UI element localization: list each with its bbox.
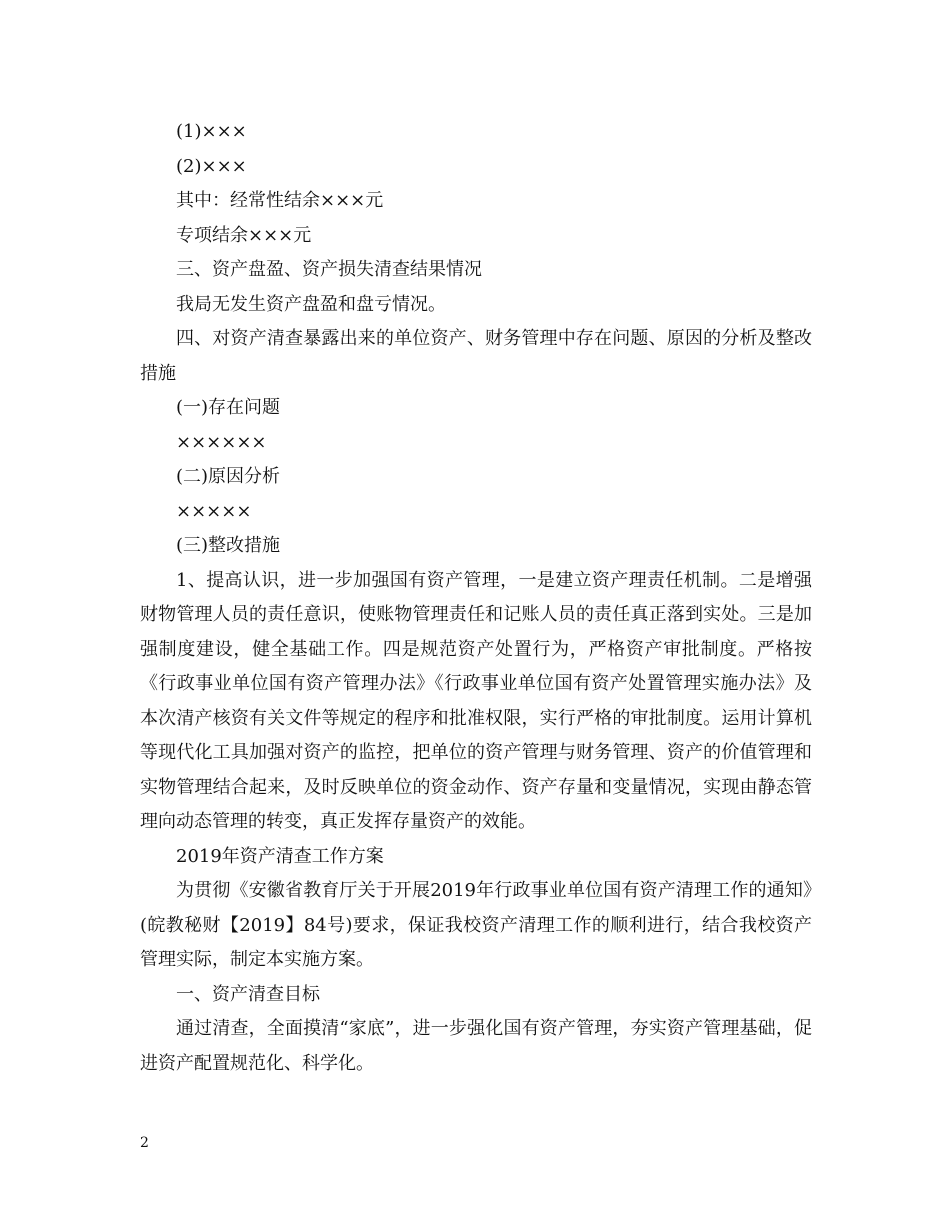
body-paragraph: 我局无发生资产盘盈和盘亏情况。 — [176, 293, 446, 315]
body-paragraph: 通过清查，全面摸清“家底”，进一步强化国有资产管理，夯实资产管理基础，促进资产配置规范化、科学化。 — [140, 1018, 812, 1074]
body-paragraph: 1、提高认识，进一步加强国有资产管理，一是建立资产理责任机制。二是增强财物管理人员的责任意识，使账物管理责任和记账人员的责任真正落到实处。三是加强制度建设，健全基础工作。四是规范资产处置行为，严格资产审批制度。严格按《行政事业单位国有资产管理办法》《行政事业单位国有资产处置管理实施办法》及本次清产核资有关文件等规定的程序和批准权限，实行严格的审批制度。运用计算机等现代化工具加强对资产的监控，把单位的资产管理与财务管理、资产的价值管理和实物管理结合起来，及时反映单位的资金动作、资产存量和变量情况，实现由静态管理向动态管理的转变，真正发挥存量资产的效能。 — [140, 569, 812, 832]
placeholder-text: ×××××× — [176, 431, 267, 453]
subheading-causes: (二)原因分析 — [176, 466, 281, 487]
page-number: 2 — [140, 1135, 149, 1151]
placeholder-text: ××××× — [176, 500, 252, 522]
body-paragraph: 为贯彻《安徽省教育厅关于开展2019年行政事业单位国有资产清理工作的通知》(皖教秘财【2019】84号)要求，保证我校资产清理工作的顺利进行，结合我校资产管理实际，制定本实施方案。 — [140, 880, 812, 970]
subheading-problems: (一)存在问题 — [176, 397, 281, 418]
item-2: (2)××× — [176, 155, 247, 177]
section-heading-3: 三、资产盘盈、资产损失清查结果情况 — [176, 259, 482, 280]
special-surplus-line: 专项结余×××元 — [176, 224, 312, 246]
plan-title: 2019年资产清查工作方案 — [176, 845, 384, 867]
item-1: (1)××× — [176, 121, 247, 142]
document-body — [140, 115, 812, 1081]
section-heading-4: 四、对资产清查暴露出来的单位资产、财务管理中存在问题、原因的分析及整改措施 — [140, 328, 812, 384]
subheading-measures: (三)整改措施 — [176, 535, 281, 556]
section-heading-1: 一、资产清查目标 — [176, 983, 320, 1005]
regular-surplus-line: 其中：经常性结余×××元 — [176, 190, 384, 211]
